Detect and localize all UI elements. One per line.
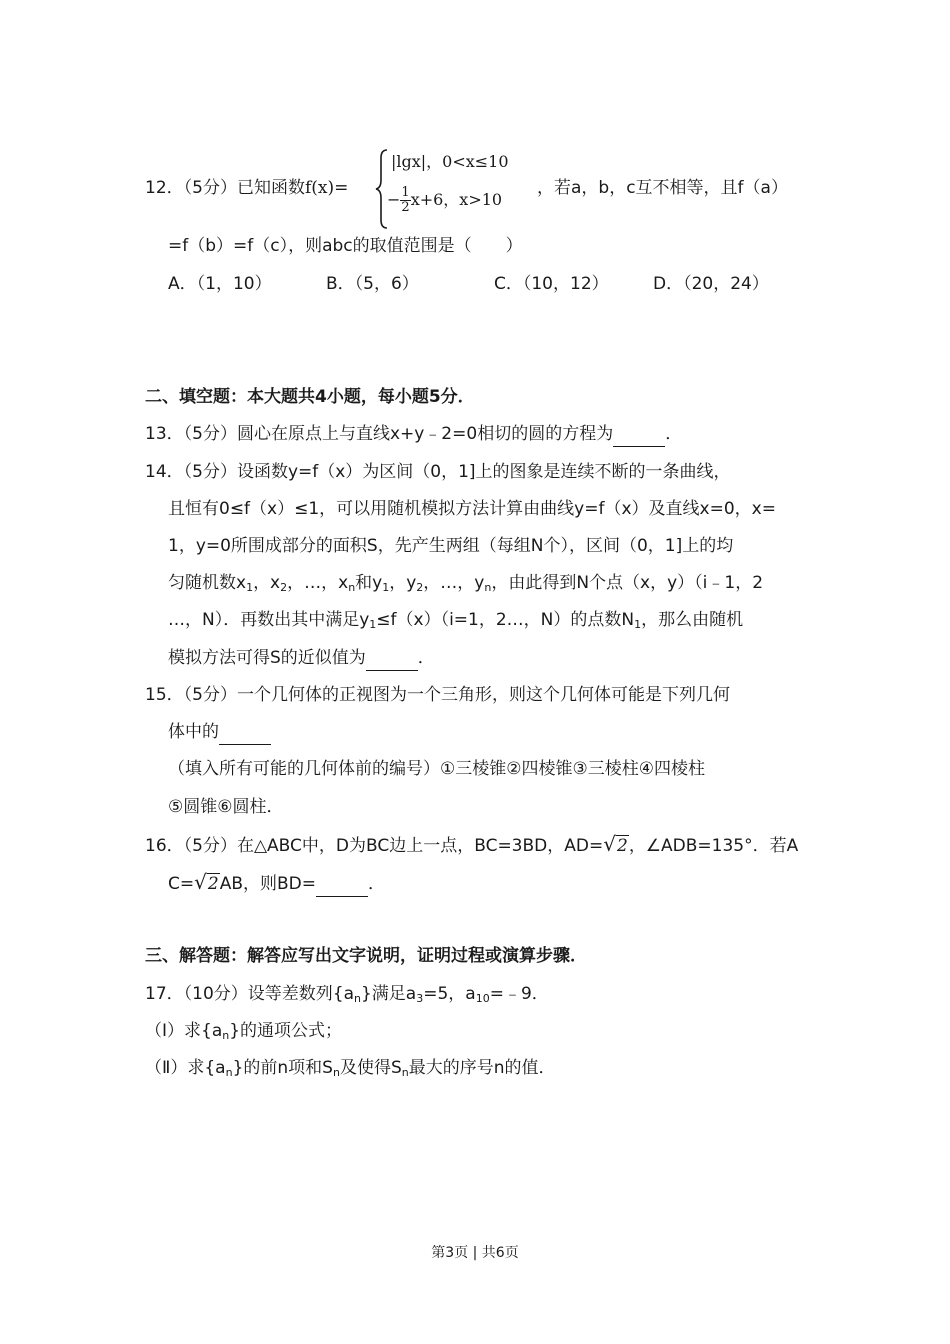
q13-answer-blank[interactable] <box>613 422 665 447</box>
q12-stem: 12．（5分）已知函数f(x)= <box>145 178 349 198</box>
sqrt-2: √2 <box>603 832 628 856</box>
sqrt-2: √2 <box>194 870 219 894</box>
q12-option-b: B．（5，6） <box>326 274 419 294</box>
q12-option-c: C．（10，12） <box>494 274 609 294</box>
section3-heading: 三、解答题：解答应写出文字说明，证明过程或演算步骤． <box>145 946 587 966</box>
q17-part2: （Ⅱ）求$\{a_n\}$的前n项和$S_n$及使得$S_n$最大的序号n的值． <box>145 1058 556 1079</box>
q17-line1: 17．（10分）设等差数列$\{a_n\}$满足$a_3=5$，$a_{10}=﹣9$． <box>145 984 549 1005</box>
q14-line5: …，N）．再数出其中满足$y_1\le f(x)(i=1$，2…，N）的点数$N_1$，那么由随机 <box>168 610 744 631</box>
q12-case2: − $\frac{1}{2}$ x+6，x>10 <box>387 185 503 215</box>
q15-line4: ⑤圆锥⑥圆柱． <box>168 797 284 817</box>
q14-line3: 1，y=0所围成部分的面积S，先产生两组（每组N个），区间（0，1]上的均 <box>168 536 734 556</box>
q14-answer-blank[interactable] <box>366 646 418 671</box>
q12-case1: |lgx|，0<x≤10 <box>391 152 509 171</box>
page-footer: 第3页 | 共6页 <box>431 1245 519 1261</box>
q12-line2: =f（b）=f（c），则abc的取值范围是（ ） <box>168 236 523 256</box>
section2-heading: 二、填空题：本大题共4小题，每小题5分． <box>145 387 475 407</box>
q12-option-d: D．（20，24） <box>653 274 769 294</box>
q15-line1: 15．（5分）一个几何体的正视图为一个三角形，则这个几何体可能是下列几何 <box>145 685 730 705</box>
q12-stem-tail: ，若a，b，c互不相等，且f（a） <box>537 178 788 198</box>
q15-line3: （填入所有可能的几何体前的编号）①三棱锥②四棱锥③三棱柱④四棱柱 <box>168 759 705 779</box>
q16-line2: C=√2AB，则BD= ． <box>168 870 385 897</box>
q15-line2: 体中的 <box>168 720 271 745</box>
q16-line1: 16．（5分）在△ABC中，D为BC边上一点，BC=3BD，AD=√2，∠ADB=135°．若A <box>145 832 799 856</box>
q17-part1: （Ⅰ）求$\{a_n\}$的通项公式； <box>145 1021 343 1042</box>
q12-option-a: A．（1，10） <box>168 274 272 294</box>
q16-answer-blank[interactable] <box>316 872 368 897</box>
q14-line6: 模拟方法可得S的近似值为 ． <box>168 646 435 671</box>
q13: 13．（5分）圆心在原点上与直线x+y﹣2=0相切的圆的方程为 ． <box>145 422 682 447</box>
q15-answer-blank[interactable] <box>219 720 271 745</box>
q14-line4: 匀随机数$x_1$，$x_2$，…，$x_n$和$y_1$，$y_2$，…，$y_n$，由此得到N个点（x，y）（i﹣1，2 <box>168 573 764 594</box>
q14-line1: 14．（5分）设函数y=f（x）为区间（0，1]上的图象是连续不断的一条曲线， <box>145 462 731 482</box>
q14-line2: 且恒有0≤f（x）≤1，可以用随机模拟方法计算由曲线y=f（x）及直线x=0，x= <box>168 499 776 519</box>
